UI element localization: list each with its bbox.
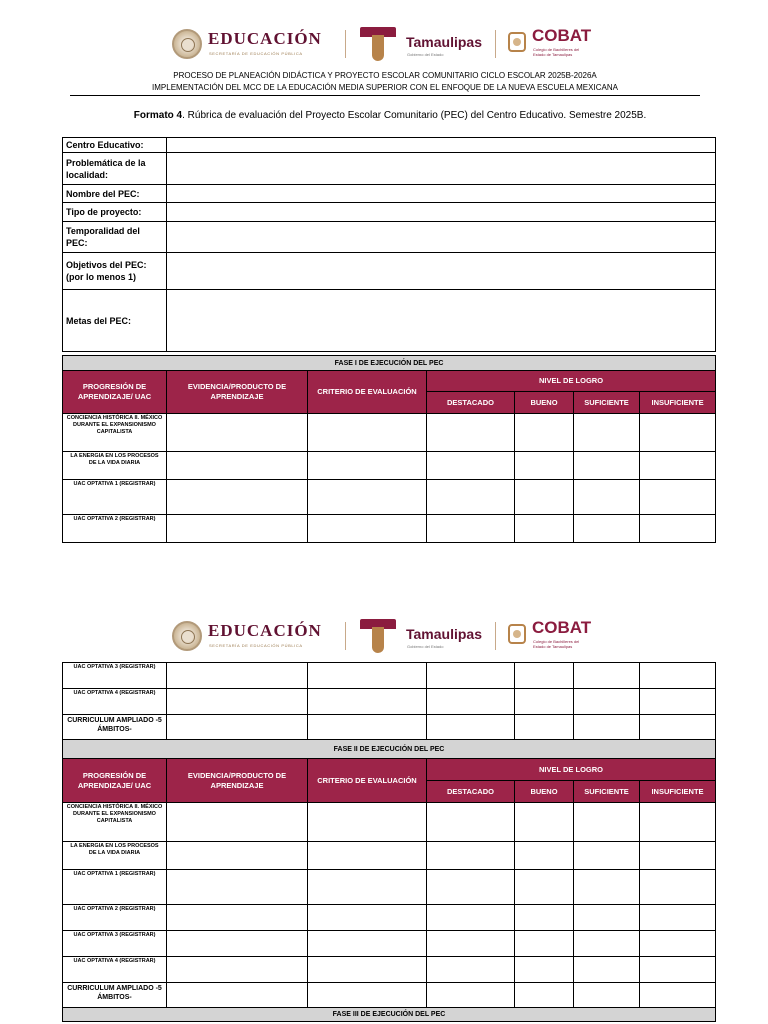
tamaulipas-logo-subtitle: Gobierno del Estado — [407, 644, 444, 649]
suficiente-cell[interactable] — [574, 515, 640, 543]
rubric-header-row — [63, 371, 716, 392]
destacado-cell[interactable] — [427, 689, 515, 715]
header-bueno: BUENO — [515, 392, 574, 414]
header-destacado: DESTACADO — [427, 392, 515, 414]
evidencia-cell[interactable] — [167, 452, 308, 480]
table-row — [63, 803, 716, 842]
process-title-line-1: PROCESO DE PLANEACIÓN DIDÁCTICA Y PROYECTO ESCOLAR COMUNITARIO CICLO ESCOLAR 2025B-2026A — [173, 71, 597, 80]
suficiente-cell[interactable] — [574, 663, 640, 689]
uac-label: CURRICULUM AMPLIADO -5 ÁMBITOS- — [63, 983, 167, 1008]
uac-label: CONCIENCIA HISTÓRICA II. MÉXICO DURANTE EL EXPANSIONISMO CAPITALISTA — [63, 414, 167, 452]
criterio-cell[interactable] — [308, 689, 427, 715]
destacado-cell[interactable] — [427, 803, 515, 842]
formato-caption — [40, 110, 740, 121]
header-progresion: PROGRESIÓN DE APRENDIZAJE/ UAC — [63, 759, 167, 803]
table-row — [63, 905, 716, 931]
evidencia-cell[interactable] — [167, 870, 308, 905]
cobat-logo-subtitle-2: Estado de Tamaulipas — [533, 52, 573, 57]
header-criterio: CRITERIO DE EVALUACIÓN — [308, 759, 427, 803]
bueno-cell[interactable] — [515, 842, 574, 870]
uac-label: UAC OPTATIVA 1 (REGISTRAR) — [63, 870, 167, 905]
centro-educativo-field[interactable] — [167, 138, 716, 153]
criterio-cell[interactable] — [308, 842, 427, 870]
insuficiente-cell[interactable] — [640, 870, 716, 905]
insuficiente-cell[interactable] — [640, 452, 716, 480]
educacion-logo-subtitle: SECRETARÍA DE EDUCACIÓN PÚBLICA — [209, 643, 303, 648]
destacado-cell[interactable] — [427, 983, 515, 1008]
suficiente-cell[interactable] — [574, 715, 640, 740]
header-criterio: CRITERIO DE EVALUACIÓN — [308, 371, 427, 414]
objetivos-field[interactable] — [167, 253, 716, 290]
info-label: Tipo de proyecto: — [63, 203, 167, 222]
info-row — [63, 203, 716, 222]
insuficiente-cell[interactable] — [640, 414, 716, 452]
evidencia-cell[interactable] — [167, 663, 308, 689]
evidencia-cell[interactable] — [167, 957, 308, 983]
destacado-cell[interactable] — [427, 957, 515, 983]
insuficiente-cell[interactable] — [640, 983, 716, 1008]
evidencia-cell[interactable] — [167, 715, 308, 740]
evidencia-cell[interactable] — [167, 414, 308, 452]
educacion-logo-subtitle: SECRETARÍA DE EDUCACIÓN PÚBLICA — [209, 51, 303, 56]
suficiente-cell[interactable] — [574, 452, 640, 480]
cobat-logo-subtitle-1: Colegio de Bachilleres del — [533, 639, 580, 644]
uac-label: LA ENERGIA EN LOS PROCESOS DE LA VIDA DIARIA — [63, 452, 167, 480]
header-bueno: BUENO — [515, 781, 574, 803]
info-row — [63, 253, 716, 290]
insuficiente-cell[interactable] — [640, 842, 716, 870]
insuficiente-cell[interactable] — [640, 803, 716, 842]
bueno-cell[interactable] — [515, 983, 574, 1008]
uac-label: UAC OPTATIVA 4 (REGISTRAR) — [63, 957, 167, 983]
phase-row — [63, 1008, 716, 1022]
bueno-cell[interactable] — [515, 452, 574, 480]
formato-label: Formato 4 — [133, 110, 183, 121]
header-evidencia: EVIDENCIA/PRODUCTO DE APRENDIZAJE — [167, 759, 308, 803]
info-label: Centro Educativo: — [63, 138, 167, 153]
insuficiente-cell[interactable] — [640, 480, 716, 515]
info-row — [63, 290, 716, 352]
destacado-cell[interactable] — [427, 414, 515, 452]
table-row — [63, 515, 716, 543]
header-suficiente: SUFICIENTE — [574, 781, 640, 803]
destacado-cell[interactable] — [427, 480, 515, 515]
table-row — [63, 870, 716, 905]
evidencia-cell[interactable] — [167, 842, 308, 870]
cobat-emblem-icon — [508, 624, 526, 644]
evidencia-cell[interactable] — [167, 689, 308, 715]
suficiente-cell[interactable] — [574, 480, 640, 515]
insuficiente-cell[interactable] — [640, 689, 716, 715]
evidencia-cell[interactable] — [167, 515, 308, 543]
info-row — [63, 222, 716, 253]
criterio-cell[interactable] — [308, 931, 427, 957]
header-destacado: DESTACADO — [427, 781, 515, 803]
evidencia-cell[interactable] — [167, 983, 308, 1008]
page-header-1 — [0, 24, 768, 64]
header-insuficiente: INSUFICIENTE — [640, 392, 716, 414]
evidencia-cell[interactable] — [167, 905, 308, 931]
bueno-cell[interactable] — [515, 515, 574, 543]
tamaulipas-t-icon — [360, 27, 396, 61]
info-row — [63, 185, 716, 203]
bueno-cell[interactable] — [515, 689, 574, 715]
info-label: Objetivos del PEC: (por lo menos 1) — [63, 253, 167, 290]
criterio-cell[interactable] — [308, 957, 427, 983]
info-label: Temporalidad del PEC: — [63, 222, 167, 253]
suficiente-cell[interactable] — [574, 414, 640, 452]
criterio-cell[interactable] — [308, 663, 427, 689]
table-row — [63, 663, 716, 689]
formato-text: . Rúbrica de evaluación del Proyecto Escolar Comunitario (PEC) del Centro Educativo. Semestre 2025B. — [182, 110, 647, 121]
sep-seal-icon — [172, 621, 202, 651]
sep-seal-icon — [172, 29, 202, 59]
criterio-cell[interactable] — [308, 803, 427, 842]
tipo-proyecto-field[interactable] — [167, 203, 716, 222]
uac-label: UAC OPTATIVA 3 (REGISTRAR) — [63, 663, 167, 689]
table-row — [63, 842, 716, 870]
uac-label: CURRICULUM AMPLIADO -5 ÁMBITOS- — [63, 715, 167, 740]
logo-divider — [345, 30, 346, 58]
phase-title: FASE I DE EJECUCIÓN DEL PEC — [63, 356, 716, 371]
logo-strip — [170, 24, 610, 64]
cobat-logo-subtitle-1: Colegio de Bachilleres del — [533, 47, 580, 52]
info-label: Metas del PEC: — [63, 290, 167, 352]
insuficiente-cell[interactable] — [640, 931, 716, 957]
temporalidad-field[interactable] — [167, 222, 716, 253]
logo-divider — [345, 622, 346, 650]
table-row — [63, 414, 716, 452]
destacado-cell[interactable] — [427, 715, 515, 740]
suficiente-cell[interactable] — [574, 870, 640, 905]
title-underline — [70, 95, 700, 96]
rubric-table-continued — [62, 662, 716, 1022]
bueno-cell[interactable] — [515, 957, 574, 983]
page-header-2 — [0, 616, 768, 656]
header-insuficiente: INSUFICIENTE — [640, 781, 716, 803]
criterio-cell[interactable] — [308, 414, 427, 452]
metas-field[interactable] — [167, 290, 716, 352]
tamaulipas-logo: Tamaulipas — [406, 34, 482, 50]
header-nivel-logro: NIVEL DE LOGRO — [427, 371, 716, 392]
destacado-cell[interactable] — [427, 663, 515, 689]
uac-label: UAC OPTATIVA 1 (REGISTRAR) — [63, 480, 167, 515]
criterio-cell[interactable] — [308, 715, 427, 740]
insuficiente-cell[interactable] — [640, 957, 716, 983]
bueno-cell[interactable] — [515, 905, 574, 931]
phase-title: FASE III DE EJECUCIÓN DEL PEC — [63, 1008, 716, 1022]
insuficiente-cell[interactable] — [640, 663, 716, 689]
problematica-field[interactable] — [167, 153, 716, 185]
uac-label: CONCIENCIA HISTÓRICA II. MÉXICO DURANTE EL EXPANSIONISMO CAPITALISTA — [63, 803, 167, 842]
destacado-cell[interactable] — [427, 515, 515, 543]
tamaulipas-t-icon — [360, 619, 396, 653]
criterio-cell[interactable] — [308, 983, 427, 1008]
insuficiente-cell[interactable] — [640, 515, 716, 543]
insuficiente-cell[interactable] — [640, 715, 716, 740]
destacado-cell[interactable] — [427, 870, 515, 905]
bueno-cell[interactable] — [515, 870, 574, 905]
criterio-cell[interactable] — [308, 870, 427, 905]
tamaulipas-logo: Tamaulipas — [406, 626, 482, 642]
evidencia-cell[interactable] — [167, 480, 308, 515]
pec-info-table — [62, 137, 716, 352]
suficiente-cell[interactable] — [574, 689, 640, 715]
rubric-header-row — [63, 759, 716, 781]
table-row — [63, 689, 716, 715]
phase-row — [63, 356, 716, 371]
bueno-cell[interactable] — [515, 715, 574, 740]
table-row — [63, 715, 716, 740]
bueno-cell[interactable] — [515, 803, 574, 842]
header-evidencia: EVIDENCIA/PRODUCTO DE APRENDIZAJE — [167, 371, 308, 414]
evidencia-cell[interactable] — [167, 931, 308, 957]
table-row — [63, 480, 716, 515]
evidencia-cell[interactable] — [167, 803, 308, 842]
suficiente-cell[interactable] — [574, 803, 640, 842]
educacion-logo: EDUCACIÓN — [208, 29, 322, 48]
insuficiente-cell[interactable] — [640, 905, 716, 931]
header-nivel-logro: NIVEL DE LOGRO — [427, 759, 716, 781]
criterio-cell[interactable] — [308, 480, 427, 515]
info-label: Nombre del PEC: — [63, 185, 167, 203]
destacado-cell[interactable] — [427, 931, 515, 957]
tamaulipas-logo-subtitle: Gobierno del Estado — [407, 52, 444, 57]
destacado-cell[interactable] — [427, 452, 515, 480]
destacado-cell[interactable] — [427, 842, 515, 870]
phase-row — [63, 740, 716, 759]
criterio-cell[interactable] — [308, 515, 427, 543]
rubric-table-fase-1 — [62, 355, 716, 543]
cobat-logo-subtitle-2: Estado de Tamaulipas — [533, 644, 573, 649]
suficiente-cell[interactable] — [574, 842, 640, 870]
uac-label: LA ENERGIA EN LOS PROCESOS DE LA VIDA DIARIA — [63, 842, 167, 870]
suficiente-cell[interactable] — [574, 983, 640, 1008]
table-row — [63, 983, 716, 1008]
bueno-cell[interactable] — [515, 931, 574, 957]
header-suficiente: SUFICIENTE — [574, 392, 640, 414]
uac-label: UAC OPTATIVA 4 (REGISTRAR) — [63, 689, 167, 715]
phase-title: FASE II DE EJECUCIÓN DEL PEC — [63, 740, 716, 759]
info-label: Problemática de la localidad: — [63, 153, 167, 185]
info-row — [63, 153, 716, 185]
uac-label: UAC OPTATIVA 2 (REGISTRAR) — [63, 515, 167, 543]
bueno-cell[interactable] — [515, 414, 574, 452]
criterio-cell[interactable] — [308, 905, 427, 931]
bueno-cell[interactable] — [515, 480, 574, 515]
table-row — [63, 452, 716, 480]
process-title-line-2: IMPLEMENTACIÓN DEL MCC DE LA EDUCACIÓN MEDIA SUPERIOR CON EL ENFOQUE DE LA NUEVA ESCUELA MEXICANA — [152, 83, 618, 92]
info-row — [63, 138, 716, 153]
uac-label: UAC OPTATIVA 2 (REGISTRAR) — [63, 905, 167, 931]
table-row — [63, 957, 716, 983]
suficiente-cell[interactable] — [574, 957, 640, 983]
uac-label: UAC OPTATIVA 3 (REGISTRAR) — [63, 931, 167, 957]
logo-divider — [495, 30, 496, 58]
header-progresion: PROGRESIÓN DE APRENDIZAJE/ UAC — [63, 371, 167, 414]
cobat-emblem-icon — [508, 32, 526, 52]
nombre-pec-field[interactable] — [167, 185, 716, 203]
logo-strip — [170, 616, 610, 656]
table-row — [63, 931, 716, 957]
logo-divider — [495, 622, 496, 650]
suficiente-cell[interactable] — [574, 931, 640, 957]
criterio-cell[interactable] — [308, 452, 427, 480]
suficiente-cell[interactable] — [574, 905, 640, 931]
destacado-cell[interactable] — [427, 905, 515, 931]
cobat-logo: COBAT — [532, 26, 592, 45]
bueno-cell[interactable] — [515, 663, 574, 689]
educacion-logo: EDUCACIÓN — [208, 621, 322, 640]
cobat-logo: COBAT — [532, 618, 592, 637]
